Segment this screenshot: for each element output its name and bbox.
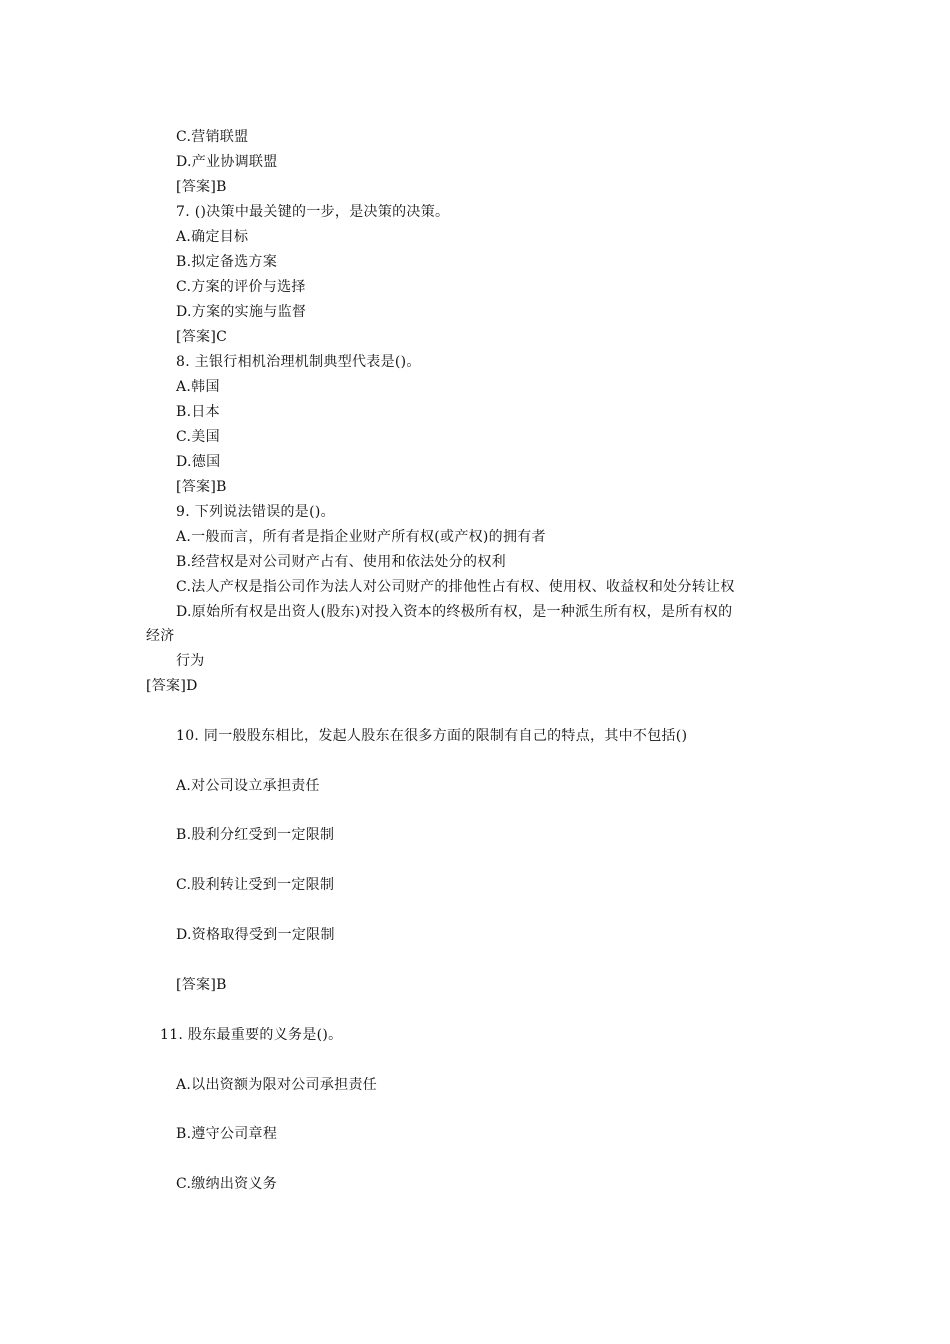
option-line-continued: 行为 xyxy=(176,653,205,669)
option-line: A.韩国 xyxy=(176,379,220,395)
question-line: 8. 主银行相机治理机制典型代表是()。 xyxy=(176,354,421,370)
option-line: A.确定目标 xyxy=(176,229,249,245)
option-line: B.拟定备选方案 xyxy=(176,254,278,270)
answer-line: [答案]B xyxy=(176,977,227,993)
question-line: 11. 股东最重要的义务是()。 xyxy=(160,1027,343,1043)
option-line: C.营销联盟 xyxy=(176,129,249,145)
answer-line: [答案]B xyxy=(176,179,227,195)
option-line: D.方案的实施与监督 xyxy=(176,304,307,320)
option-line: D.原始所有权是出资人(股东)对投入资本的终极所有权，是一种派生所有权，是所有权的 xyxy=(176,604,733,620)
option-line: C.股利转让受到一定限制 xyxy=(176,877,335,893)
option-line: D.德国 xyxy=(176,454,221,470)
question-line: 7. ()决策中最关键的一步，是决策的决策。 xyxy=(176,204,450,220)
option-line: C.方案的评价与选择 xyxy=(176,279,306,295)
option-line: B.股利分红受到一定限制 xyxy=(176,827,335,843)
option-line: C.法人产权是指公司作为法人对公司财产的排他性占有权、使用权、收益权和处分转让权 xyxy=(176,579,735,595)
answer-line: [答案]D xyxy=(146,678,198,694)
option-line: A.对公司设立承担责任 xyxy=(176,778,320,794)
option-line: D.产业协调联盟 xyxy=(176,154,278,170)
option-line: B.日本 xyxy=(176,404,220,420)
option-line: B.遵守公司章程 xyxy=(176,1126,278,1142)
option-line: D.资格取得受到一定限制 xyxy=(176,927,335,943)
question-line: 9. 下列说法错误的是()。 xyxy=(176,504,335,520)
answer-line: [答案]C xyxy=(176,329,228,345)
option-line: A.一般而言，所有者是指企业财产所有权(或产权)的拥有者 xyxy=(176,529,546,545)
answer-line: [答案]B xyxy=(176,479,227,495)
option-line: C.缴纳出资义务 xyxy=(176,1176,278,1192)
question-line: 10. 同一般股东相比，发起人股东在很多方面的限制有自己的特点，其中不包括() xyxy=(176,728,688,744)
option-line-continued: 经济 xyxy=(146,628,175,644)
option-line: B.经营权是对公司财产占有、使用和依法处分的权利 xyxy=(176,554,506,570)
option-line: A.以出资额为限对公司承担责任 xyxy=(176,1077,378,1093)
option-line: C.美国 xyxy=(176,429,220,445)
